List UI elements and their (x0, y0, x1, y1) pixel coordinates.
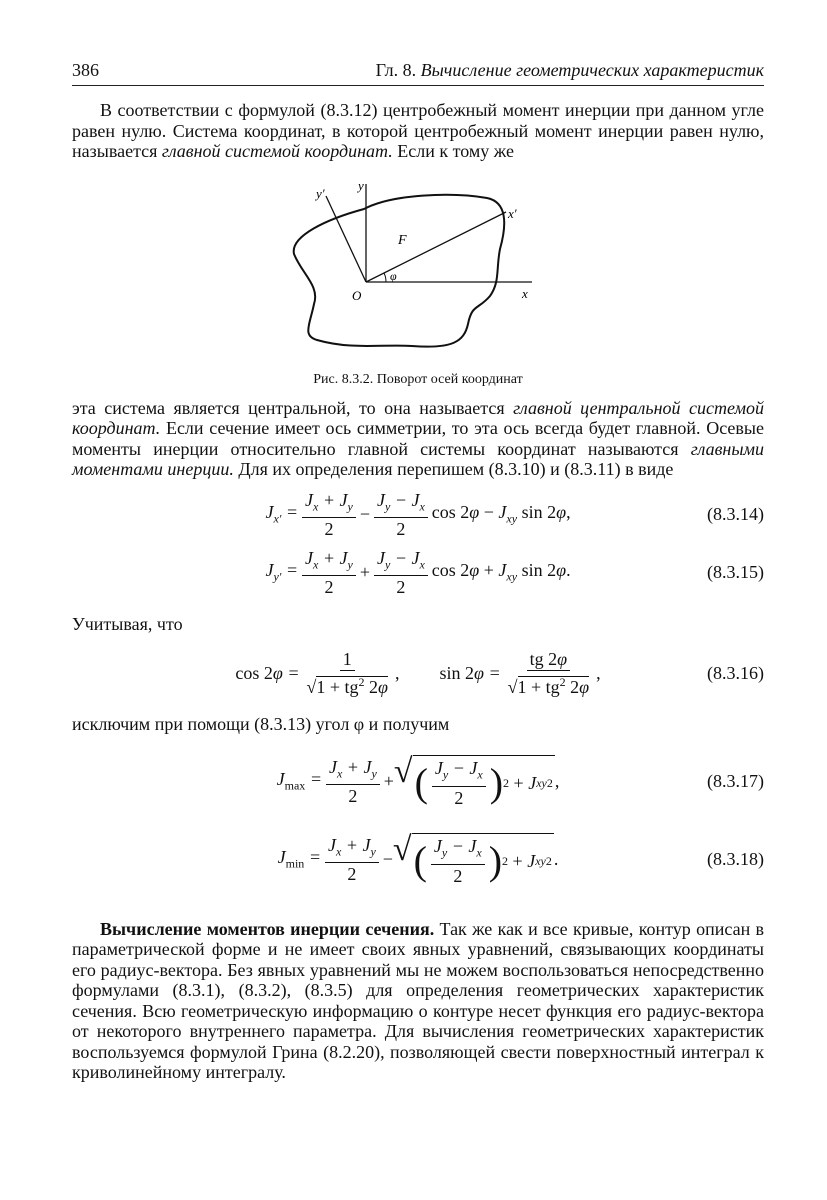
paragraph-3-text: Так же как и все кривые, контур описан в параметрической форме и не имеет своих явных уравнений, связывающих координаты его радиус-вектора. Без явных уравнений мы не можем воспользоваться непосредственно формулами (8.3.1), (8.3.2), (8.3.5) для определения геометрических характеристик сечения. Всю геометрическую информацию о контуре несет функция его радиус-вектора от некоторого внутреннего параметра. Для вычисления геометрических характеристик воспользуемся формулой Грина (8.2.20), позволяющей свести поверхностный интеграл к криволинейному интегралу. (72, 918, 764, 1082)
figure-8-3-2 (72, 162, 764, 398)
chapter-label: Гл. 8. (375, 60, 417, 80)
label-F: F (398, 232, 407, 248)
paragraph-2-text-c: Для их определения перепишем (8.3.10) и (8.3.11) в виде (233, 459, 674, 479)
x-prime-axis (366, 212, 506, 282)
paragraph-1 (72, 100, 764, 162)
paragraph-2 (72, 398, 764, 480)
equation-8-3-14: $J_{x'}$ = $\frac{J_x + J_y}{2}$ − $\frac{J_y - J_x}{2}$ $\cos 2\varphi - J_{xy}$ sin 2φ, (8.3.14) (265, 489, 764, 540)
term-principal-axes: главной системой координат. (161, 141, 393, 161)
running-header (72, 60, 764, 86)
paragraph-2-text-b: Если сечение имеет ось симметрии, то эта ось всегда будет главной. Осевые моменты инерции относительно главной системы координат называются (72, 418, 764, 459)
text-uchityvaya: Учитывая, что (72, 613, 183, 634)
equation-8-3-16: cos 2φ = $\frac{1}{√1 + tg^2 2\varphi}$ , sin 2φ = $\frac{tg 2\varphi}{√1 + tg^2 2\varphi}$ , (8.3.16) (235, 649, 764, 697)
section-contour (294, 194, 505, 346)
label-y-prime: y′ (316, 185, 325, 201)
equation-8-3-18: $J_{min}$ = $\frac{J_x + J_y}{2}$ − √ ( $\frac{J_y - J_x}{2}$ ) 2 + J xy 2 . (8.3.18) (277, 831, 764, 886)
page-number: 386 (72, 60, 99, 80)
running-title (376, 60, 764, 81)
equation-number-16: (8.3.16) (707, 662, 764, 683)
equation-8-3-15: $J_{y'}$ = $\frac{J_x + J_y}{2}$ + $\frac{J_y - J_x}{2}$ $\cos 2\varphi + J_{xy}$ sin 2φ. (8.3.15) (265, 547, 764, 598)
paragraph-1-text-a: В соответствии с формулой (8.3.12) центробежный момент инерции при данном угле равен нулю. Система координат, в которой центробежный момент инерции равен нулю, называется (72, 100, 764, 161)
text-isklyuchim: исключим при помощи (8.3.13) угол φ и получим (72, 714, 450, 734)
chapter-title: Вычисление геометрических характеристик (420, 60, 764, 80)
equation-8-3-17: $J_{max}$ = $\frac{J_x + J_y}{2}$ + √ ( $\frac{J_y - J_x}{2}$ ) 2 + J xy 2 , (8.3.17) (276, 753, 764, 808)
label-y: y (358, 177, 364, 193)
paragraph-1-text-b: Если к тому же (392, 141, 514, 161)
label-origin: O (352, 287, 362, 303)
y-prime-axis (326, 196, 366, 282)
equation-number-18: (8.3.18) (707, 849, 764, 869)
book-page (72, 60, 764, 1083)
section-heading: Вычисление моментов инерции сечения. (100, 918, 435, 939)
label-phi: φ (390, 268, 397, 283)
angle-arc (384, 273, 386, 282)
equation-number-14: (8.3.14) (707, 504, 764, 524)
equation-number-15: (8.3.15) (707, 562, 764, 582)
label-x-prime: x′ (508, 205, 517, 221)
paragraph-2-text-a: эта система является центральной, то она называется (72, 397, 514, 418)
equation-number-17: (8.3.17) (707, 771, 764, 791)
paragraph-3 (72, 919, 764, 1083)
axes-rotation-diagram (282, 174, 562, 364)
label-x: x (522, 285, 528, 301)
figure-caption: Рис. 8.3.2. Поворот осей координат (313, 371, 523, 387)
term-principal-moments: главными моментами инерции. (72, 438, 764, 479)
term-principal-central-axes: главной центральной системой координат. (72, 397, 764, 438)
